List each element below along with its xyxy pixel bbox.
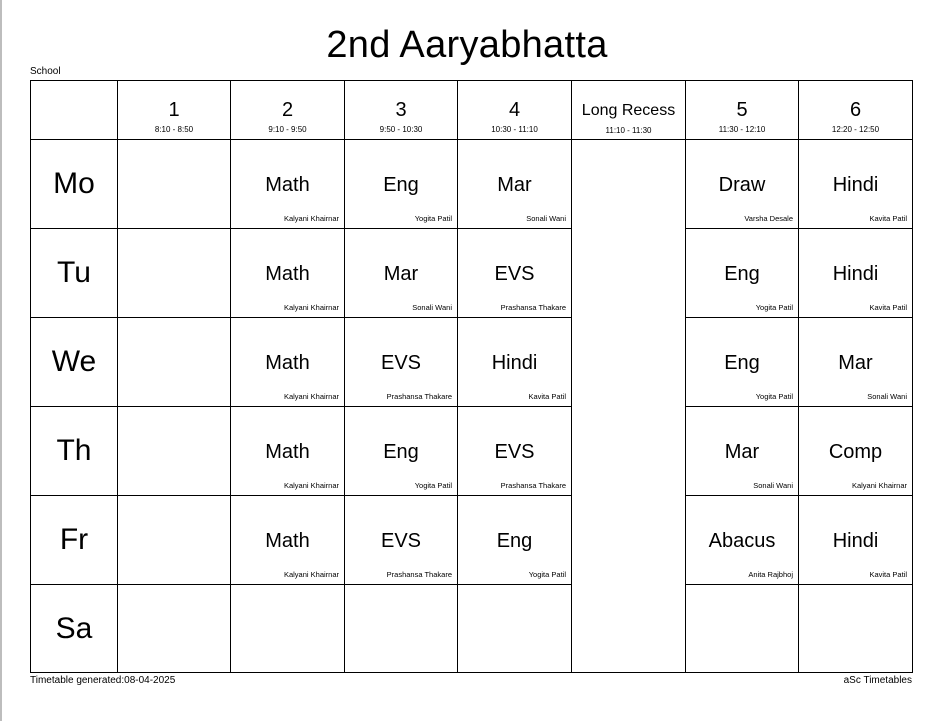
teacher: Kavita Patil (869, 570, 907, 579)
lesson-cell (458, 318, 572, 407)
lesson-cell (686, 140, 799, 229)
period-time: 10:30 - 11:10 (491, 125, 538, 134)
teacher: Prashansa Thakare (386, 392, 452, 401)
day-label: Tu (31, 229, 118, 318)
day-label: We (31, 318, 118, 407)
period-time: 12:20 - 12:50 (831, 125, 880, 134)
subject: Mar (497, 174, 532, 196)
teacher: Sonali Wani (526, 214, 566, 223)
lesson-cell (118, 229, 231, 318)
subject: EVS (380, 352, 422, 374)
period-header (686, 81, 799, 140)
period-number: 2 (281, 99, 294, 121)
teacher: Kalyani Khairnar (283, 214, 339, 223)
page-edge (0, 0, 2, 721)
subject: Eng (496, 530, 533, 552)
period-header (345, 81, 458, 140)
period-time: 8:10 - 8:50 (154, 125, 194, 134)
teacher: Sonali Wani (753, 481, 793, 490)
lesson-cell (231, 496, 345, 585)
teacher: Prashansa Thakare (500, 303, 566, 312)
subject: Eng (724, 352, 760, 374)
subject: Draw (718, 174, 766, 196)
subject: Comp (828, 441, 883, 463)
recess-column-cell (572, 140, 686, 673)
lesson-cell (686, 407, 799, 496)
subject: Eng (383, 441, 419, 463)
subject: Hindi (832, 174, 879, 196)
lesson-cell (231, 407, 345, 496)
day-row-mo (31, 140, 913, 229)
period-header (231, 81, 345, 140)
lesson-cell (686, 318, 799, 407)
lesson-cell (118, 585, 231, 673)
period-number: 4 (508, 99, 521, 121)
subject: Math (265, 263, 310, 285)
lesson-cell (799, 318, 913, 407)
lesson-cell (231, 585, 345, 673)
period-time: 11:30 - 12:10 (718, 125, 766, 134)
lesson-cell (686, 585, 799, 673)
subject: Abacus (708, 530, 776, 552)
subject: Math (265, 441, 310, 463)
lesson-cell (799, 229, 913, 318)
lesson-cell (458, 585, 572, 673)
day-label: Fr (31, 496, 118, 585)
lesson-cell (231, 229, 345, 318)
generated-date: Timetable generated:08-04-2025 (30, 675, 176, 686)
lesson-cell (118, 407, 231, 496)
teacher: Yogita Patil (414, 481, 452, 490)
teacher: Prashansa Thakare (386, 570, 452, 579)
period-header (799, 81, 913, 140)
lesson-cell (231, 318, 345, 407)
period-time: 9:50 - 10:30 (379, 125, 423, 134)
period-number: 1 (168, 99, 180, 121)
teacher: Yogita Patil (528, 570, 566, 579)
subject: EVS (380, 530, 422, 552)
period-number: 3 (395, 99, 407, 121)
lesson-cell (345, 318, 458, 407)
teacher: Kavita Patil (528, 392, 566, 401)
teacher: Anita Rajbhoj (748, 570, 793, 579)
day-label: Mo (31, 140, 118, 229)
lesson-cell (345, 585, 458, 673)
day-row-fr (31, 496, 913, 585)
subject: Math (265, 352, 310, 374)
teacher: Kalyani Khairnar (283, 481, 339, 490)
day-row-th (31, 407, 913, 496)
subject: Mar (838, 352, 873, 374)
lesson-cell (118, 318, 231, 407)
period-number: 5 (736, 99, 748, 121)
teacher: Kalyani Khairnar (283, 303, 339, 312)
lesson-cell (345, 140, 458, 229)
lesson-cell (799, 407, 913, 496)
subject: Eng (724, 263, 760, 285)
recess-time: 11:10 - 11:30 (605, 126, 652, 135)
teacher: Yogita Patil (755, 392, 793, 401)
lesson-cell (345, 229, 458, 318)
corner-cell (31, 81, 118, 140)
subject: Mar (724, 441, 760, 463)
teacher: Sonali Wani (867, 392, 907, 401)
lesson-cell (799, 140, 913, 229)
recess-header (572, 81, 686, 140)
lesson-cell (345, 496, 458, 585)
lesson-cell (458, 407, 572, 496)
period-header (458, 81, 572, 140)
lesson-cell (458, 140, 572, 229)
timetable-grid (30, 80, 913, 673)
subject: Math (265, 174, 310, 196)
teacher: Kalyani Khairnar (283, 392, 339, 401)
subject: Hindi (491, 352, 538, 374)
teacher: Kavita Patil (869, 303, 907, 312)
teacher: Varsha Desale (744, 214, 793, 223)
teacher: Kalyani Khairnar (283, 570, 339, 579)
subject: Mar (383, 263, 419, 285)
day-label: Th (31, 407, 118, 496)
period-header-row (31, 81, 913, 140)
period-number: 6 (849, 99, 862, 121)
lesson-cell (686, 496, 799, 585)
subject: EVS (494, 441, 535, 463)
lesson-cell (686, 229, 799, 318)
lesson-cell (458, 229, 572, 318)
subject: Hindi (832, 530, 879, 552)
day-row-tu (31, 229, 913, 318)
teacher: Kalyani Khairnar (851, 481, 907, 490)
timetable-title: 2nd Aaryabhatta (326, 24, 608, 66)
lesson-cell (118, 496, 231, 585)
recess-label: Long Recess (581, 102, 676, 119)
teacher: Yogita Patil (755, 303, 793, 312)
subject: Math (265, 530, 310, 552)
subject: EVS (494, 263, 535, 285)
lesson-cell (799, 496, 913, 585)
teacher: Kavita Patil (869, 214, 907, 223)
subject: Eng (383, 174, 419, 196)
day-label: Sa (31, 585, 118, 673)
lesson-cell (118, 140, 231, 229)
teacher: Sonali Wani (412, 303, 452, 312)
lesson-cell (458, 496, 572, 585)
teacher: Yogita Patil (414, 214, 452, 223)
lesson-cell (345, 407, 458, 496)
period-header (118, 81, 231, 140)
day-row-we (31, 318, 913, 407)
lesson-cell (799, 585, 913, 673)
lesson-cell (231, 140, 345, 229)
day-row-sa (31, 585, 913, 673)
teacher: Prashansa Thakare (500, 481, 566, 490)
period-time: 9:10 - 9:50 (268, 125, 307, 134)
subject: Hindi (832, 263, 879, 285)
brand-label: aSc Timetables (843, 675, 912, 686)
school-label: School (30, 66, 61, 77)
